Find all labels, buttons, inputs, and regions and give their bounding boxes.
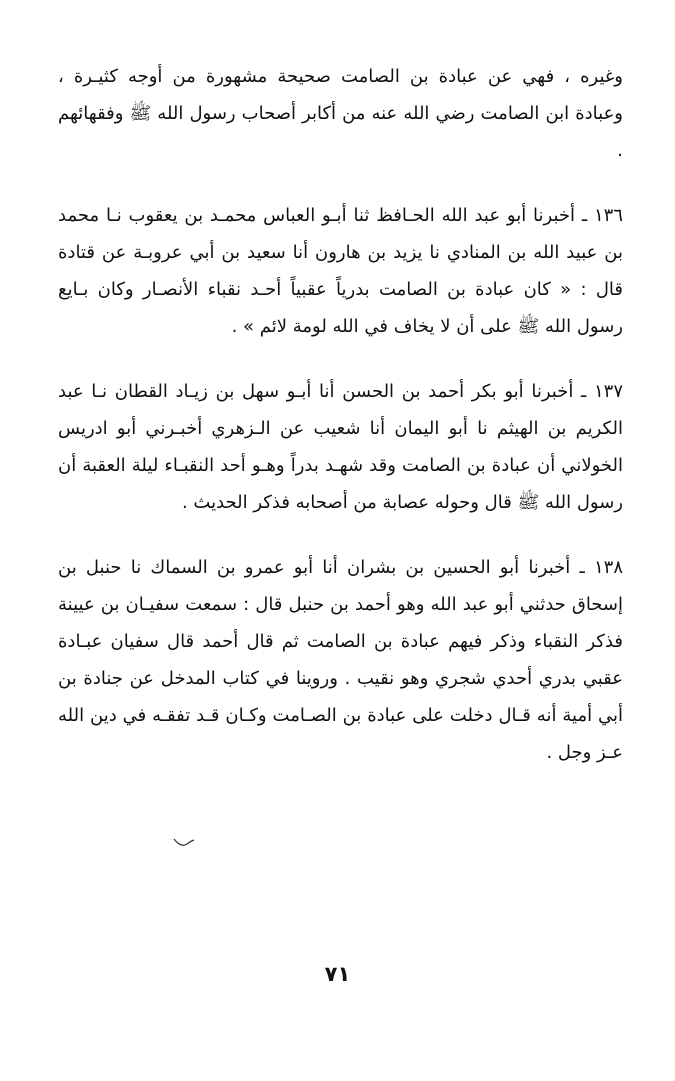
paragraph-136: ١٣٦ ـ أخبرنا أبو عبد الله الحـافظ ثنا أبـو العباس محمـد بن يعقوب نـا محمد بن عبيد الله بن المنادي نا يزيد بن هارون أنا سعيد بن أبي عروبـة عن قتادة قال : « كان عبادة بن الصامت بدرياً عقبياً أحـد نقباء الأنصـار وكان بـايع رسول الله ﷺ على أن لا يخاف في الله لومة لائم » . xyxy=(58,205,623,337)
stray-pen-mark xyxy=(172,836,196,850)
paragraph-138: ١٣٨ ـ أخبرنا أبو الحسين بن بشران أنا أبو عمرو بن السماك نا حنبل بن إسحاق حدثني أبو عبد الله وهو أحمد بن حنبل قال : سمعت سفيـان بن عيينة فذكر النقباء وذكر فيهم عبادة بن الصامت ثم قال أحمد قال سفيان عبـادة عقبي بدري أحدي شجري وهو نقيب . وروينا في كتاب المدخل عن جنادة بن أبي أمية أنه قـال دخلت على عبادة بن الصـامت وكـان قـد تفقـه في دين الله عـز وجل . xyxy=(58,557,623,763)
paragraph-intro: وغيره ، فهي عن عبادة بن الصامت صحيحة مشهورة من أوجه كثيـرة ، وعبادة ابن الصامت رضي الله عنه من أكابر أصحاب رسول الله ﷺ وفقهائهم . xyxy=(58,66,623,161)
page-number: ٧١ xyxy=(324,962,351,986)
paragraph-137: ١٣٧ ـ أخبرنا أبو بكر أحمد بن الحسن أنا أبـو سهل بن زيـاد القطان نـا عبد الكريم بن الهيثم نا أبو اليمان أنا شعيب عن الـزهري أخبـرني أبو ادريس الخولاني أن عبادة بن الصامت وقد شهـد بدراً وهـو أحد النقبـاء ليلة العقبة أن رسول الله ﷺ قال وحوله عصابة من أصحابه فذكر الحديث . xyxy=(58,381,623,513)
page-body xyxy=(58,58,623,799)
